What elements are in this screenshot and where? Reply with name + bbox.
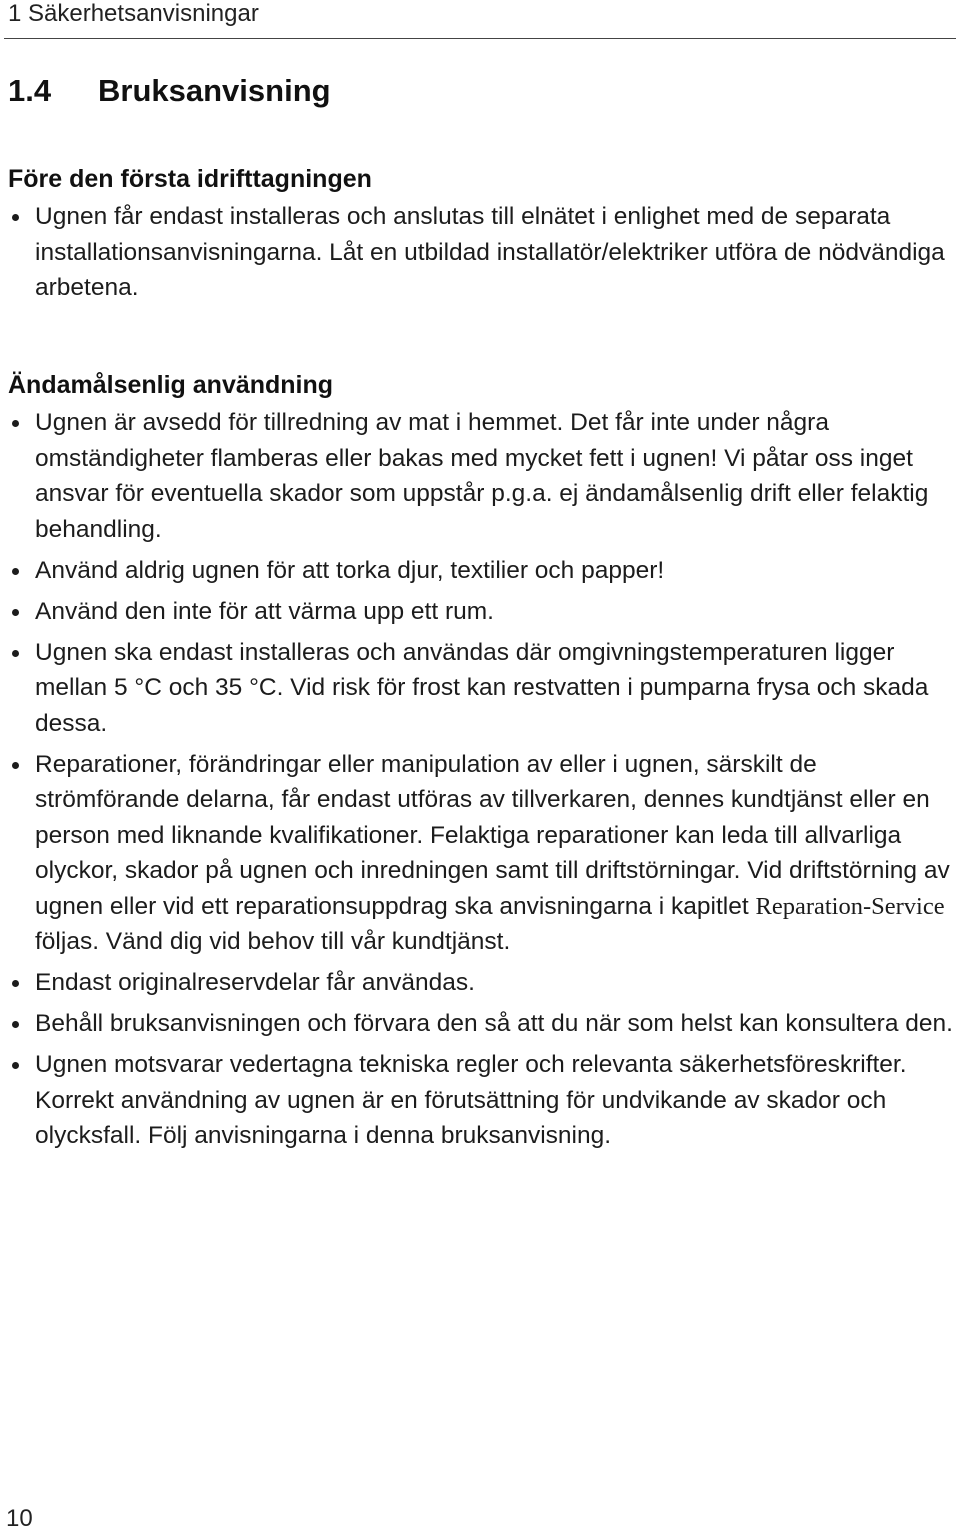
section-intended-use [8, 369, 953, 1159]
chapter-title-text: Bruksanvisning [98, 73, 331, 108]
list-item: Endast originalreservdelar får användas. [8, 965, 953, 1001]
chapter-reference: Reparation-Service [755, 892, 945, 920]
list-item: Ugnen får endast installeras och anslutas till elnätet i enlighet med de separata installationsanvisningarna. Låt en utbildad installatör/elektriker utföra de nödvändiga arbetena. [8, 199, 953, 306]
list-item-text: Reparationer, förändringar eller manipulation av eller i ugnen, särskilt de strömförande delarna, får endast utföras av tillverkaren, dennes kundtjänst eller en person med liknande kvalifikationer. Felaktiga reparationer kan leda till allvarliga olyckor, skador på ugnen och inredningen samt till driftstörningar. Vid driftstörning av ugnen eller vid ett reparationsuppdrag ska anvisningarna i kapitlet [35, 750, 950, 920]
list-item: Använd aldrig ugnen för att torka djur, textilier och papper! [8, 553, 953, 589]
page-number: 10 [6, 1505, 33, 1532]
bullet-list [8, 199, 953, 306]
chapter-number: 1.4 [8, 73, 52, 108]
section-heading: Före den första idrifttagningen [8, 165, 372, 193]
bullet-list [8, 405, 953, 1154]
header-divider [4, 38, 956, 39]
list-item-text: följas. Vänd dig vid behov till vår kundtjänst. [35, 928, 511, 955]
list-item: Ugnen motsvarar vedertagna tekniska regler och relevanta säkerhetsföreskrifter. Korrekt användning av ugnen är en förutsättning för undvikande av skador och olycksfall. Följ anvisningarna i denna bruksanvisning. [8, 1047, 953, 1154]
list-item: Ugnen är avsedd för tillredning av mat i hemmet. Det får inte under några omständigheter flamberas eller bakas med mycket fett i ugnen! Vi påtar oss inget ansvar för eventuella skador som uppstår p.g.a. ej ändamålsenlig drift eller felaktig behandling. [8, 405, 953, 547]
running-header: 1 Säkerhetsanvisningar [8, 0, 259, 27]
section-heading: Ändamålsenlig användning [8, 371, 334, 399]
section-before-first-use [8, 163, 953, 311]
list-item: Ugnen ska endast installeras och användas där omgivningstemperaturen ligger mellan 5 °C och 35 °C. Vid risk för frost kan restvatten i pumparna frysa och skada dessa. [8, 635, 953, 742]
chapter-title [8, 72, 331, 110]
list-item: Behåll bruksanvisningen och förvara den så att du när som helst kan konsultera den. [8, 1006, 953, 1042]
list-item: Använd den inte för att värma upp ett rum. [8, 594, 953, 630]
list-item [8, 747, 953, 960]
